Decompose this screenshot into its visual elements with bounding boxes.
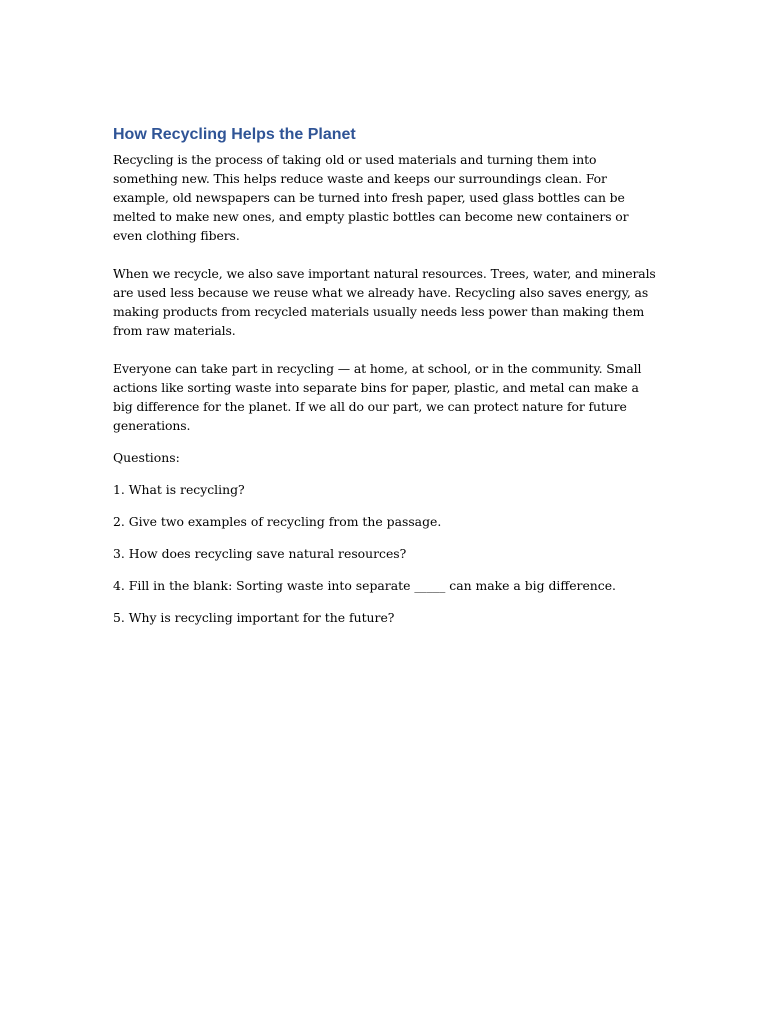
paragraph-participation: Everyone can take part in recycling — at home, at school, or in the community. Small actions like sorting waste into separate bins for paper, plastic, and metal can make a big difference for the planet. If we all do our part, we can protect nature for future generations. <box>113 361 642 433</box>
paragraph-intro: Recycling is the process of taking old or used materials and turning them into something new. This helps reduce waste and keeps our surroundings clean. For example, old newspapers can be turned into fresh paper, used glass bottles can be melted to make new ones, and empty plastic bottles can become new containers or even clothing fibers. <box>113 152 629 243</box>
paragraph-resources: When we recycle, we also save important natural resources. Trees, water, and minerals are used less because we reuse what we already have. Recycling also saves energy, as making products from recycled materials usually needs less power than making them from raw materials. <box>113 266 656 338</box>
question-item: 1. What is recycling? <box>113 482 245 497</box>
questions-heading: Questions: <box>113 450 180 465</box>
question-item: 5. Why is recycling important for the future? <box>113 610 395 625</box>
question-item: 3. How does recycling save natural resources? <box>113 546 407 561</box>
question-item: 4. Fill in the blank: Sorting waste into separate _____ can make a big difference. <box>113 578 616 593</box>
question-item: 2. Give two examples of recycling from the passage. <box>113 514 442 529</box>
document-page <box>113 124 658 640</box>
document-title: How Recycling Helps the Planet <box>113 126 356 143</box>
